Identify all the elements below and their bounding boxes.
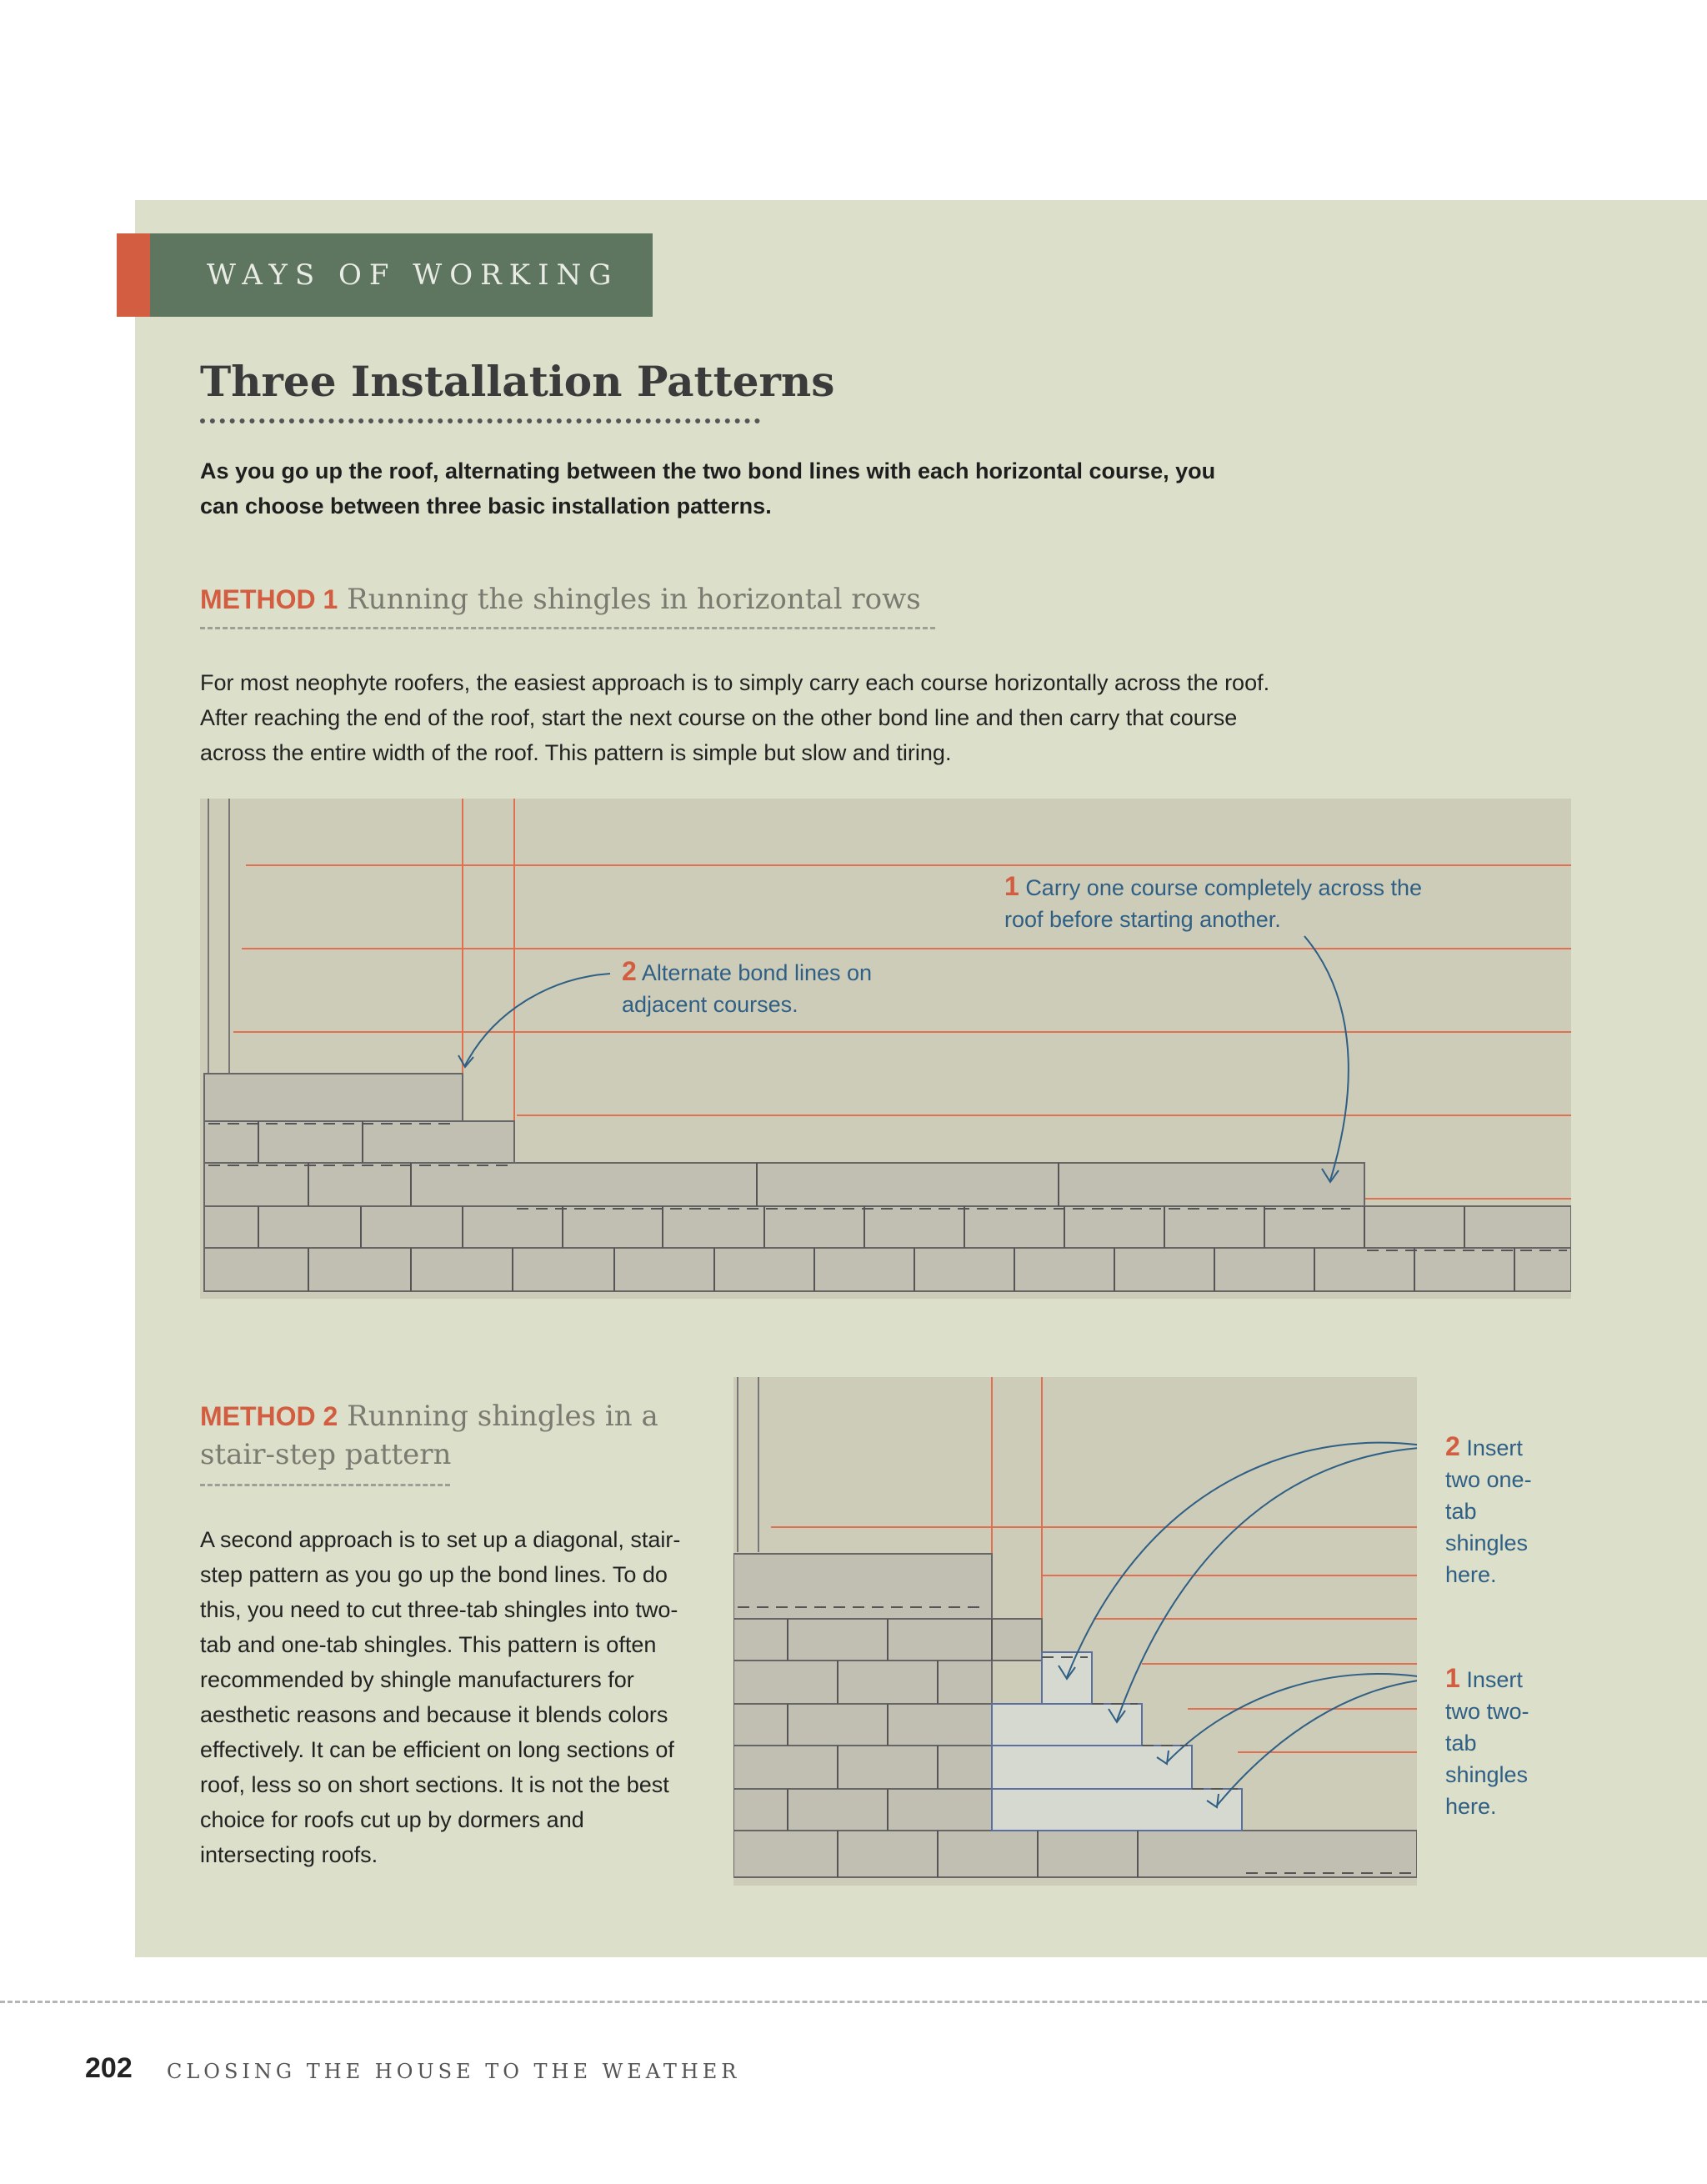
method1-dashed-rule <box>200 627 935 629</box>
method2-title: Running shingles in a stair-step pattern <box>200 1400 658 1471</box>
callout-arrow <box>1067 1443 1417 1677</box>
shingle-course <box>204 1121 514 1163</box>
stair-step-diagram <box>733 1377 1417 1886</box>
method2-callout-2 <box>1445 1430 1537 1590</box>
method2-body: A second approach is to set up a diagonal, stair-step pattern as you go up the bond lines. To do this, you need to cut three-tab shingles into two-tab and one-tab shingles. This pattern is often recommended by shingle manufacturers for aesthetic reasons and because it blends colors effectively. It can be efficient on long sections of roof, less so on short sections. It is not the best choice for roofs cut up by dormers and intersecting roofs. <box>200 1527 681 1867</box>
shingle-top-course <box>204 1074 463 1121</box>
callout-arrow <box>465 974 610 1065</box>
callout-number: 1 <box>1004 871 1019 901</box>
callout-number: 2 <box>1445 1431 1460 1461</box>
method1-body: For most neophyte roofers, the easiest approach is to simply carry each course horizontally across the roof. After reaching the end of the roof, start the next course on the other bond line and then carry that course across the entire width of the roof. This pattern is simple but slow and tiring. <box>200 670 1270 765</box>
two-tab-shingle <box>992 1704 1142 1746</box>
method2-dashed-rule <box>200 1484 450 1486</box>
shingle-course <box>733 1704 992 1746</box>
shingle-bottom-course <box>204 1248 1571 1291</box>
callout-text: Insert two one-tab shingles here. <box>1445 1435 1532 1587</box>
method1-title: Running the shingles in horizontal rows <box>347 583 921 616</box>
method2-label: METHOD 2 <box>200 1401 338 1431</box>
arrowhead <box>458 1055 473 1067</box>
method2-heading <box>200 1397 717 1474</box>
callout-arrow <box>1304 936 1349 1180</box>
running-head: CLOSING THE HOUSE TO THE WEATHER <box>167 2060 741 2083</box>
tab-accent-bar <box>117 233 150 317</box>
shingle-course <box>733 1746 992 1789</box>
page-title: Three Installation Patterns <box>200 357 835 406</box>
footer-dashed-rule <box>0 2001 1707 2003</box>
callout-number: 1 <box>1445 1663 1460 1693</box>
callout-arrow <box>1217 1679 1417 1806</box>
method1-heading <box>200 580 1034 619</box>
shingle-course <box>204 1163 1364 1206</box>
shingle-bottom-course <box>733 1831 1417 1877</box>
shingle-course <box>204 1206 1571 1248</box>
method1-callout-2 <box>622 955 880 1020</box>
section-tab-label: WAYS OF WORKING <box>207 258 619 292</box>
method1-callout-1 <box>1004 870 1438 935</box>
method2-callout-1 <box>1445 1662 1537 1822</box>
callout-text: Alternate bond lines on adjacent courses. <box>622 960 873 1017</box>
callout-number: 2 <box>622 956 637 986</box>
callout-arrow <box>1167 1674 1417 1762</box>
shingle-top-course <box>733 1554 992 1619</box>
intro-paragraph: As you go up the roof, alternating between the two bond lines with each horizontal course, you can choose between three basic installation patterns. <box>200 458 1216 518</box>
title-dotted-rule <box>200 418 760 423</box>
two-tab-shingle <box>992 1746 1192 1789</box>
method2-illustration <box>733 1377 1417 1886</box>
callout-text: Carry one course completely across the roof before starting another. <box>1004 875 1423 932</box>
callout-arrow <box>1117 1447 1417 1721</box>
callout-text: Insert two two-tab shingles here. <box>1445 1667 1529 1819</box>
two-tab-shingle <box>992 1789 1242 1831</box>
page-number: 202 <box>85 2052 133 2084</box>
method1-label: METHOD 1 <box>200 584 338 614</box>
shingle-course <box>733 1661 992 1704</box>
